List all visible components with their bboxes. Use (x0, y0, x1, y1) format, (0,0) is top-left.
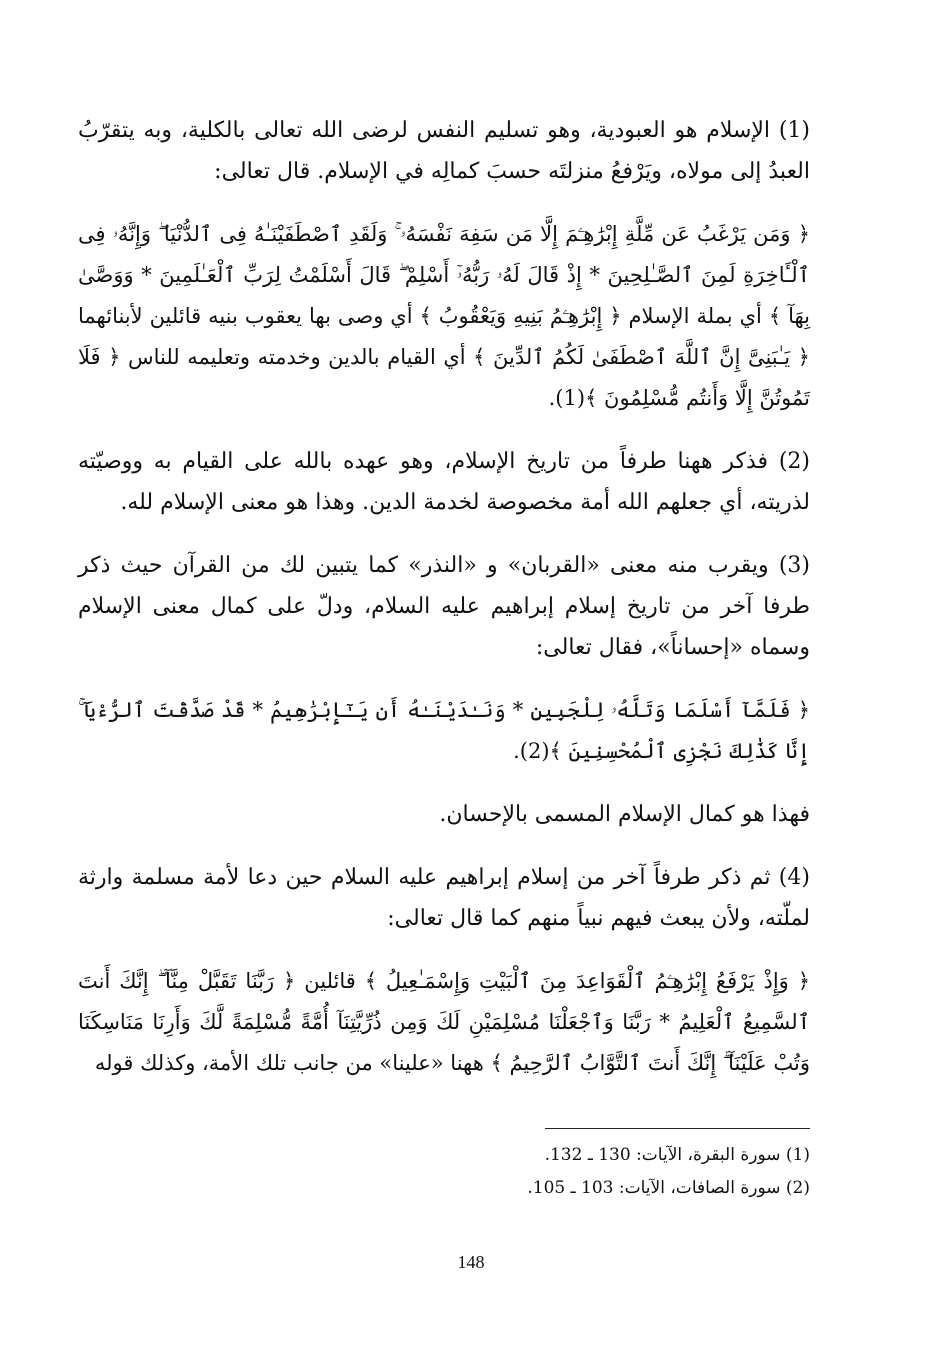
page-number: 148 (457, 1252, 485, 1272)
footnote-divider (545, 1128, 810, 1129)
paragraph-4: (3) ويقرب منه معنى «القربان» و «النذر» كما يتبين لك من القرآن حيث ذكر طرفا آخر من تاريخ إسلام إبراهيم عليه السلام، ودلّ على كمال معنى الإسلام وسماه «إحساناً»، فقال تعالى: (78, 553, 810, 660)
main-text (78, 110, 810, 1106)
paragraph-1: (1) الإسلام هو العبودية، وهو تسليم النفس لرضى الله تعالى بالكلية، وبه يتقرّبُ العبدُ إلى مولاه، ويَرْفعُ منزلتَه حسبَ كمالِه في الإسلام. قال تعالى: (78, 118, 810, 184)
paragraph-5-quran: ﴿ فَلَمَّآ أَسْلَمَا وَتَلَّهُۥ لِلْجَبِينِ * وَنَـٰدَيْنَـٰهُ أَن يَـٰٓإِبْرَٰهِيمُ * قَدْ صَدَّقْتَ ٱلرُّءْيَآ ۚ إِنَّا كَذَٰلِكَ نَجْزِى ٱلْمُحْسِنِينَ ﴾(2). (78, 698, 810, 763)
paragraph-7: (4) ثم ذكر طرفاً آخر من إسلام إبراهيم عليه السلام حين دعا لأمة مسلمة وارثة لملّته، ولأن يبعث فيهم نبياً منهم كما قال تعالى: (78, 865, 810, 931)
paragraph-6: فهذا هو كمال الإسلام المسمى بالإحسان. (439, 802, 810, 827)
footnotes (78, 1128, 810, 1205)
footnote-1: (1) سورة البقرة، الآيات: 130 ـ 132. (544, 1145, 810, 1165)
paragraph-3: (2) فذكر ههنا طرفاً من تاريخ الإسلام، وهو عهده بالله على القيام به ووصيّته لذريته، أي جعلهم الله أمة مخصوصة لخدمة الدين. وهذا هو معنى الإسلام لله. (78, 449, 810, 515)
paragraph-8-quran: ﴿ وَإِذْ يَرْفَعُ إِبْرَٰهِـۧمُ ٱلْقَوَاعِدَ مِنَ ٱلْبَيْتِ وَإِسْمَـٰعِيلُ ﴾ قائلين ﴿ رَبَّنَا تَقَبَّلْ مِنَّآ ۖ إِنَّكَ أَنتَ ٱلسَّمِيعُ ٱلْعَلِيمُ * رَبَّنَا وَٱجْعَلْنَا مُسْلِمَيْنِ لَكَ وَمِن ذُرِّيَّتِنَآ أُمَّةً مُّسْلِمَةً لَّكَ وَأَرِنَا مَنَاسِكَنَا وَتُبْ عَلَيْنَآ ۖ إِنَّكَ أَنتَ ٱلتَّوَّابُ ٱلرَّحِيمُ ﴾ ههنا «علينا» من جانب تلك الأمة، وكذلك قوله (78, 969, 810, 1075)
footnote-2: (2) سورة الصافات، الآيات: 103 ـ 105. (527, 1178, 810, 1198)
paragraph-2-quran: ﴿ وَمَن يَرْغَبُ عَن مِّلَّةِ إِبْرَٰهِـۧمَ إِلَّا مَن سَفِهَ نَفْسَهُۥ ۚ وَلَقَدِ ٱصْطَفَيْنَـٰهُ فِى ٱلدُّنْيَا ۖ وَإِنَّهُۥ فِى ٱلْـَٔاخِرَةِ لَمِنَ ٱلصَّـٰلِحِينَ * إِذْ قَالَ لَهُۥ رَبُّهُۥٓ أَسْلِمْ ۖ قَالَ أَسْلَمْتُ لِرَبِّ ٱلْعَـٰلَمِينَ * وَوَصَّىٰ بِهَآ ﴾ أي بملة الإسلام ﴿ إِبْرَٰهِـۧمُ بَنِيهِ وَيَعْقُوبُ ﴾ أي وصى بها يعقوب بنيه قائلين لأبنائهما ﴿ يَـٰبَنِىَّ إِنَّ ٱللَّهَ ٱصْطَفَىٰ لَكُمُ ٱلدِّينَ ﴾ أي القيام بالدين وخدمته وتعليمه للناس ﴿ فَلَا تَمُوتُنَّ إِلَّا وَأَنتُم مُّسْلِمُونَ ﴾(1). (78, 222, 810, 410)
